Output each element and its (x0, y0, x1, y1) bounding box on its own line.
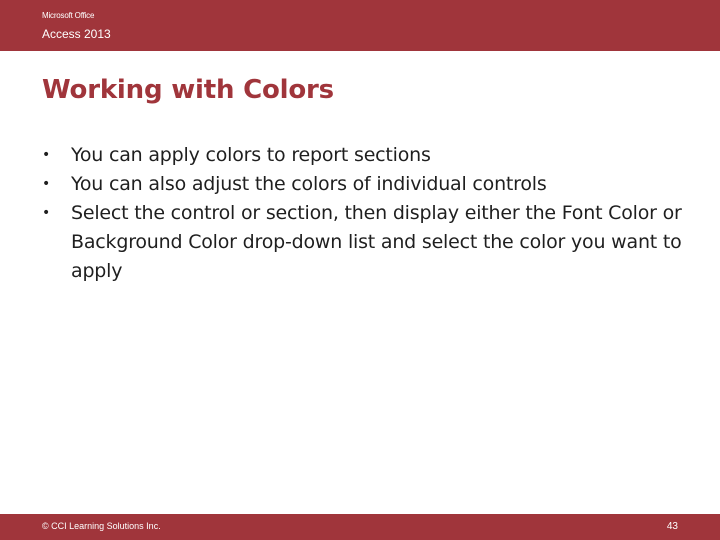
bullet-item (42, 141, 682, 170)
copyright-text: © CCI Learning Solutions Inc. (42, 521, 161, 531)
bullet-list (42, 141, 682, 286)
slide-number: 43 (666, 521, 678, 532)
slide-title: Working with Colors (42, 75, 334, 105)
bullet-item (42, 170, 682, 199)
footer-band (0, 514, 720, 540)
bullet-text: Select the control or section, then display either the Font Color or Background Color drop-down list and select the color you want to apply (71, 202, 682, 282)
bullet-icon: • (42, 205, 51, 221)
bullet-text: You can also adjust the colors of individual controls (71, 173, 547, 195)
product-label: Access 2013 (42, 27, 111, 41)
bullet-text: You can apply colors to report sections (71, 144, 431, 166)
header-band (0, 0, 720, 51)
bullet-icon: • (42, 176, 51, 192)
bullet-item (42, 199, 682, 286)
bullet-icon: • (42, 147, 51, 163)
brand-label: Microsoft Office (42, 11, 95, 20)
